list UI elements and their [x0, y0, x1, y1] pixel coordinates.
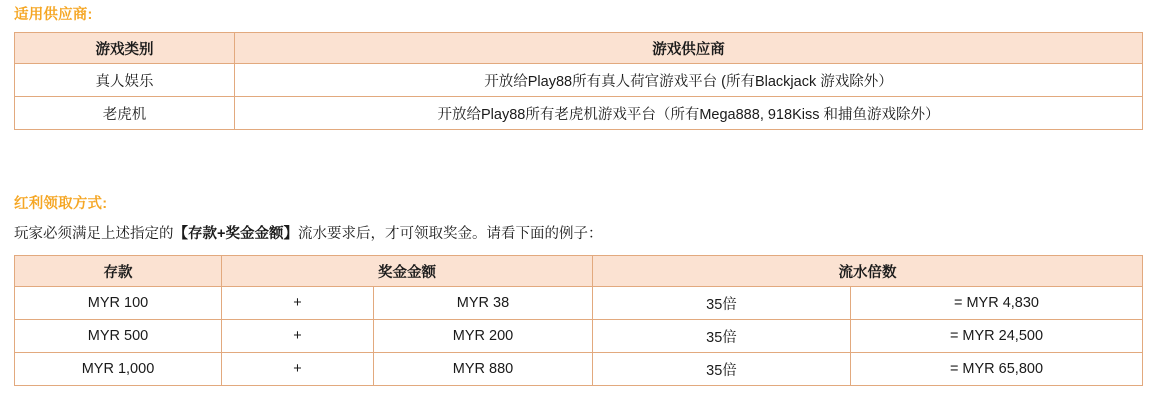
claim-text-before: 玩家必须满足上述指定的 [14, 226, 174, 242]
table-row [15, 287, 1143, 320]
supplier-table [14, 32, 1143, 130]
claim-bonus-cell: MYR 880 [374, 353, 593, 386]
claim-total-cell: = MYR 65,800 [851, 353, 1143, 386]
claim-deposit-cell: MYR 100 [15, 287, 222, 320]
table-row [15, 353, 1143, 386]
supplier-provider-cell: 开放给Play88所有老虎机游戏平台（所有Mega888, 918Kiss 和捕鱼游戏除外） [235, 97, 1143, 130]
supplier-header-category: 游戏类别 [15, 33, 235, 64]
table-row [15, 320, 1143, 353]
claim-section-heading: 红利领取方式: [14, 196, 108, 212]
claim-deposit-cell: MYR 500 [15, 320, 222, 353]
claim-plus-cell: + [222, 320, 374, 353]
table-row [15, 97, 1143, 130]
claim-total-cell: = MYR 24,500 [851, 320, 1143, 353]
claim-turnover-cell: 35倍 [593, 287, 851, 320]
claim-instruction-text [14, 222, 602, 243]
table-header-row [15, 33, 1143, 64]
supplier-section-heading: 适用供应商: [14, 7, 93, 23]
claim-plus-cell: + [222, 287, 374, 320]
supplier-provider-cell: 开放给Play88所有真人荷官游戏平台 (所有Blackjack 游戏除外） [235, 64, 1143, 97]
claim-turnover-cell: 35倍 [593, 353, 851, 386]
supplier-header-provider: 游戏供应商 [235, 33, 1143, 64]
claim-example-table [14, 255, 1143, 386]
supplier-category-cell: 真人娱乐 [15, 64, 235, 97]
supplier-category-cell: 老虎机 [15, 97, 235, 130]
claim-text-highlight: 【存款+奖金金额】 [173, 226, 298, 242]
claim-bonus-cell: MYR 200 [374, 320, 593, 353]
claim-total-cell: = MYR 4,830 [851, 287, 1143, 320]
claim-header-turnover: 流水倍数 [593, 256, 1143, 287]
table-row [15, 64, 1143, 97]
claim-bonus-cell: MYR 38 [374, 287, 593, 320]
claim-header-deposit: 存款 [15, 256, 222, 287]
claim-plus-cell: + [222, 353, 374, 386]
claim-deposit-cell: MYR 1,000 [15, 353, 222, 386]
claim-text-after: 流水要求后，才可领取奖金。请看下面的例子： [297, 226, 603, 242]
claim-header-bonus: 奖金金额 [222, 256, 593, 287]
claim-turnover-cell: 35倍 [593, 320, 851, 353]
table-header-row [15, 256, 1143, 287]
